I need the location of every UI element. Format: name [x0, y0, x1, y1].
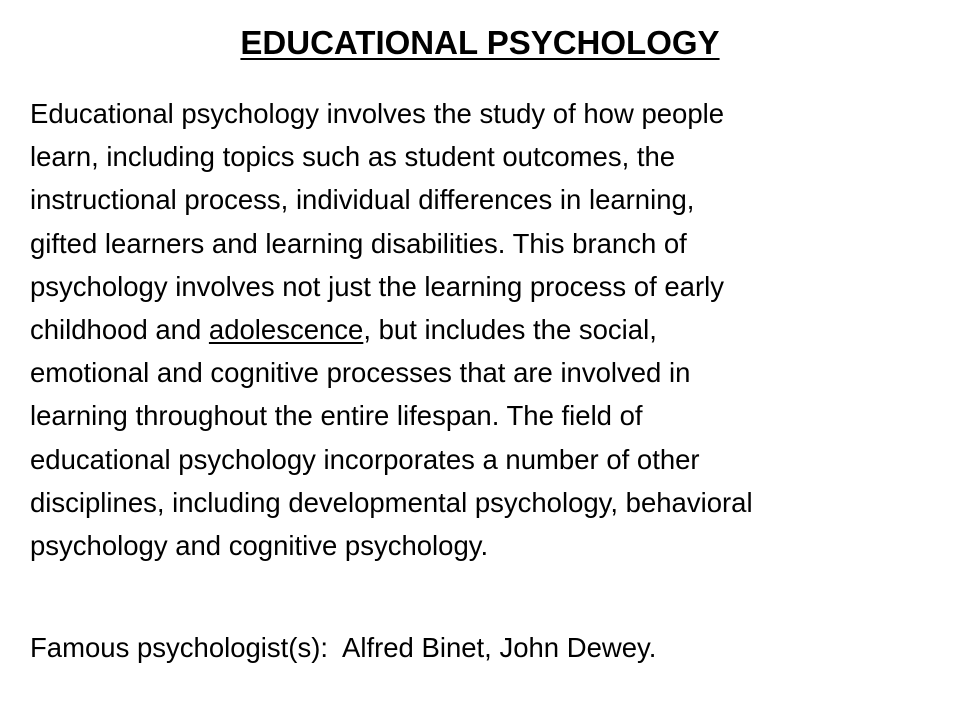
paragraph-text: , but includes the social,	[363, 314, 657, 346]
famous-label: Famous psychologist(s):	[30, 632, 329, 663]
adolescence-link[interactable]: adolescence	[208, 314, 364, 346]
paragraph-line: learn, including topics such as student outcomes, the	[30, 141, 676, 173]
paragraph-text: childhood and	[30, 314, 209, 346]
paragraph-line: gifted learners and learning disabilities. This branch of	[30, 227, 687, 259]
paragraph-line: disciplines, including developmental psychology, behavioral	[30, 486, 753, 518]
slide-title: EDUCATIONAL PSYCHOLOGY	[240, 24, 720, 61]
famous-names: Alfred Binet, John Dewey.	[342, 632, 657, 663]
paragraph-line: Educational psychology involves the study of how people	[30, 98, 725, 129]
paragraph-line: educational psychology incorporates a number of other	[30, 443, 700, 475]
paragraph-line: learning throughout the entire lifespan. The field of	[30, 400, 643, 432]
description-paragraph	[30, 92, 930, 567]
paragraph-line: instructional process, individual differences in learning,	[30, 184, 695, 216]
slide-body	[30, 92, 930, 567]
paragraph-line: psychology and cognitive psychology.	[30, 530, 489, 562]
paragraph-line: emotional and cognitive processes that are involved in	[30, 357, 691, 389]
paragraph-line-with-link	[30, 308, 930, 351]
famous-psychologists	[30, 626, 656, 669]
paragraph-line: psychology involves not just the learning process of early	[30, 270, 724, 302]
